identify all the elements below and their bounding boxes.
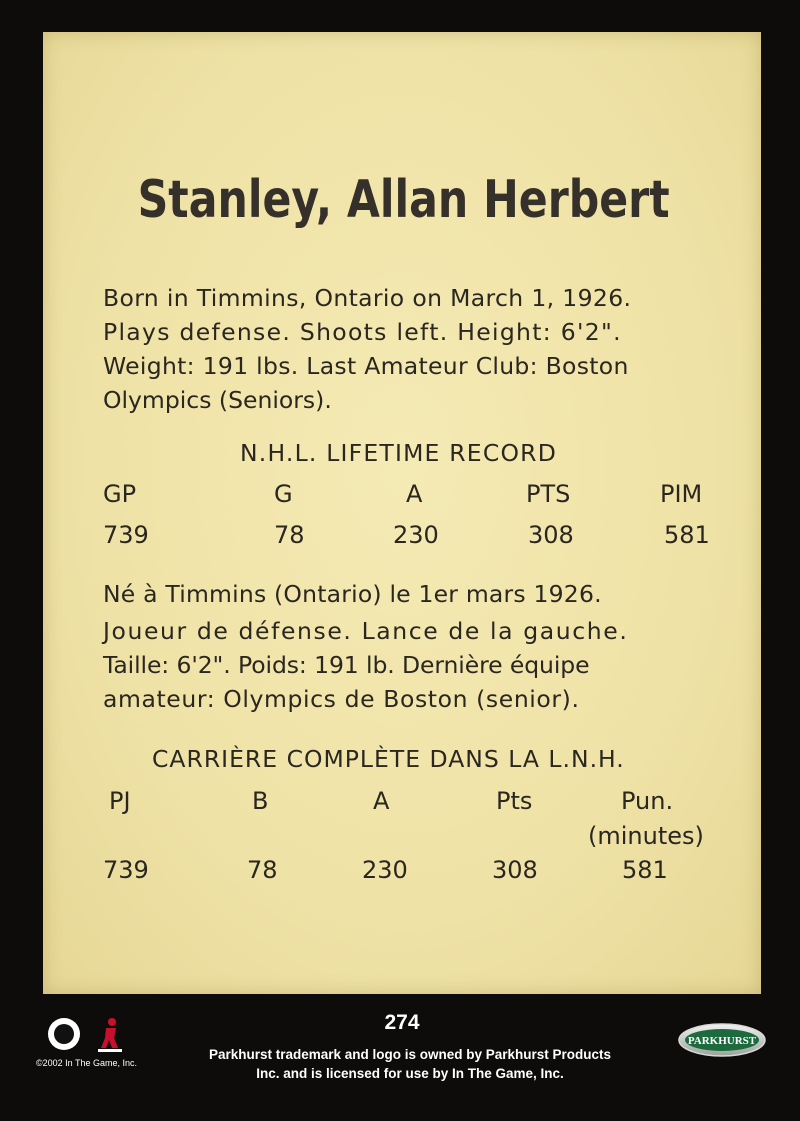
record-fr-value-pts: 308 xyxy=(492,856,538,884)
record-fr-value-a: 230 xyxy=(362,856,408,884)
bio-fr-line-3: Taille: 6'2". Poids: 191 lb. Dernière équipe xyxy=(103,651,590,679)
record-en-value-gp: 739 xyxy=(103,521,149,549)
legal-line-2: Inc. and is licensed for use by In The Game, Inc. xyxy=(256,1066,564,1081)
record-fr-value-pj: 739 xyxy=(103,856,149,884)
record-fr-title: CARRIÈRE COMPLÈTE DANS LA L.N.H. xyxy=(152,745,625,773)
svg-text:PARKHURST: PARKHURST xyxy=(687,1035,757,1047)
nhlpa-logo-icon xyxy=(98,1016,122,1052)
record-fr-value-pun: 581 xyxy=(622,856,668,884)
record-fr-header-pun: Pun. xyxy=(621,787,674,815)
bio-fr-line-1: Né à Timmins (Ontario) le 1er mars 1926. xyxy=(103,580,602,608)
player-name: Stanley, Allan Herbert xyxy=(137,170,670,230)
record-en-header-g: G xyxy=(274,480,293,508)
record-en-header-a: A xyxy=(406,480,423,508)
record-fr-header-b: B xyxy=(252,787,269,815)
record-en-title: N.H.L. LIFETIME RECORD xyxy=(240,439,557,467)
record-fr-header-pj: PJ xyxy=(109,787,131,815)
copyright-text: ©2002 In The Game, Inc. xyxy=(36,1058,138,1068)
record-fr-value-b: 78 xyxy=(247,856,278,884)
record-en-header-pts: PTS xyxy=(526,480,571,508)
record-en-value-g: 78 xyxy=(274,521,305,549)
bio-fr-line-4: amateur: Olympics de Boston (senior). xyxy=(103,685,580,713)
parkhurst-logo xyxy=(678,1020,766,1060)
record-en-value-pim: 581 xyxy=(664,521,710,549)
record-fr-header-pts: Pts xyxy=(496,787,533,815)
bio-en-line-3: Weight: 191 lbs. Last Amateur Club: Boston xyxy=(103,352,629,380)
record-en-header-pim: PIM xyxy=(660,480,703,508)
bio-en-line-4: Olympics (Seniors). xyxy=(103,386,332,414)
record-fr-header-a: A xyxy=(373,787,390,815)
nhl-logo-icon xyxy=(48,1018,80,1050)
bio-en-line-1: Born in Timmins, Ontario on March 1, 1926. xyxy=(103,284,632,312)
bio-en-line-2: Plays defense. Shoots left. Height: 6'2". xyxy=(103,318,622,346)
card-number: 274 xyxy=(384,1011,420,1034)
record-en-value-pts: 308 xyxy=(528,521,574,549)
legal-line-1: Parkhurst trademark and logo is owned by Parkhurst Products xyxy=(208,1047,612,1062)
record-en-header-gp: GP xyxy=(103,480,137,508)
bio-fr-line-2: Joueur de défense. Lance de la gauche. xyxy=(103,617,629,645)
record-fr-header-minutes: (minutes) xyxy=(588,822,704,850)
record-en-value-a: 230 xyxy=(393,521,439,549)
